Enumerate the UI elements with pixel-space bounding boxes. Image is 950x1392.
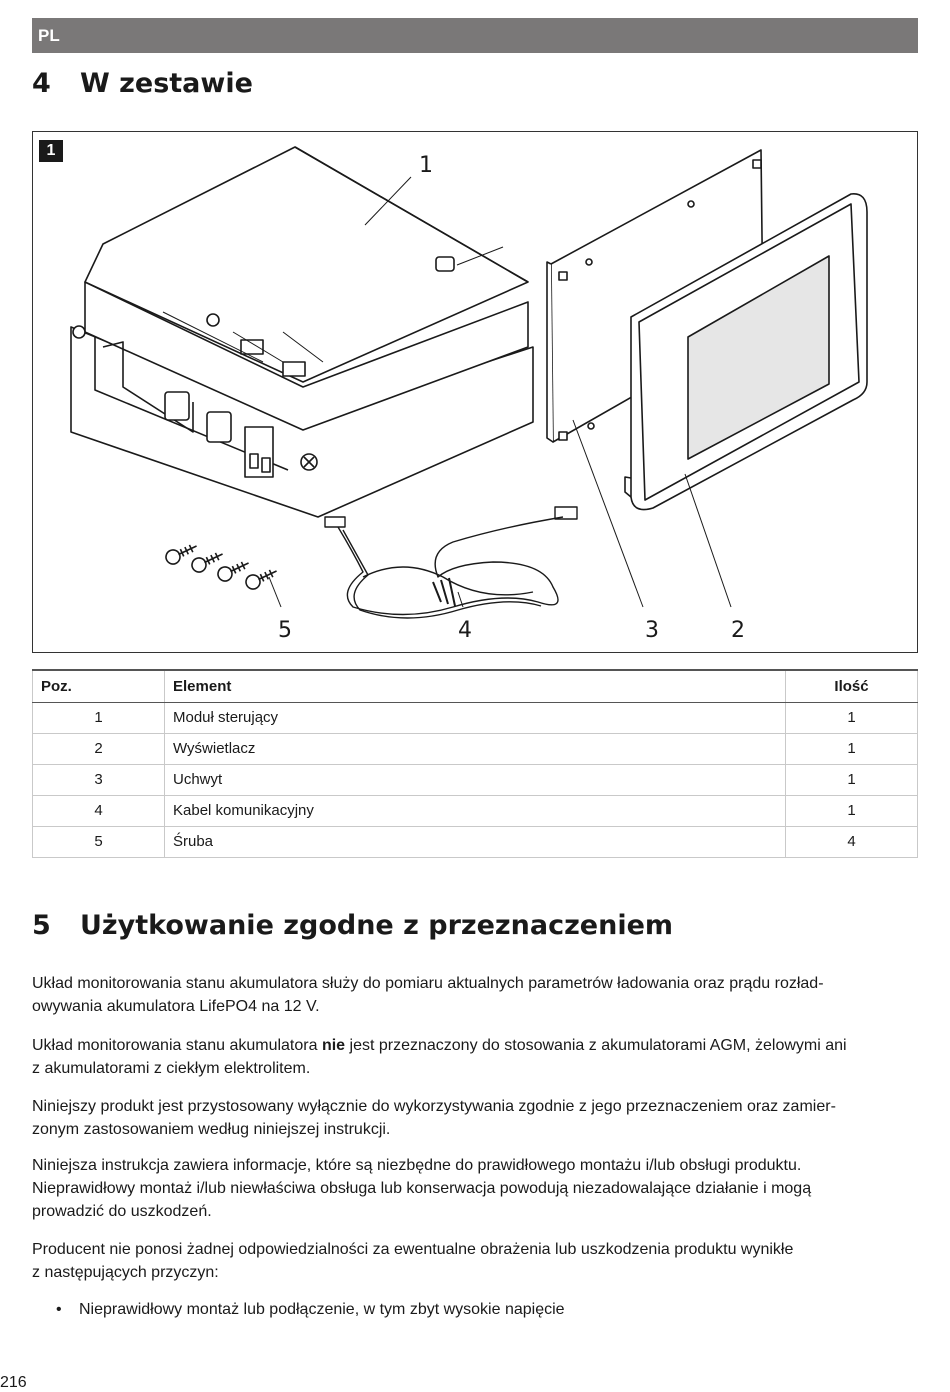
- text-line: z następujących przyczyn:: [32, 1264, 219, 1281]
- paragraph-instructions: [32, 1154, 918, 1223]
- callout-label-5: 5: [278, 618, 292, 643]
- text-line: Układ monitorowania stanu akumulatora służy do pomiaru aktualnych parametrów ładowania oraz prądu rozład-: [32, 975, 824, 992]
- figure-number-badge: 1: [39, 140, 63, 162]
- control-module-drawing: [71, 147, 533, 517]
- row-element: Uchwyt: [165, 764, 786, 795]
- row-qty: 1: [786, 795, 918, 826]
- section-number: 5: [32, 910, 51, 941]
- text-line: Nieprawidłowy montaż i/lub niewłaściwa obsługa lub konserwacja powodują niezadowalające działanie i mogą: [32, 1180, 812, 1197]
- row-pos: 3: [33, 764, 165, 795]
- row-pos: 5: [33, 826, 165, 857]
- text-line: prowadzić do uszkodzeń.: [32, 1203, 212, 1220]
- column-header-element: Element: [165, 670, 786, 702]
- row-pos: 4: [33, 795, 165, 826]
- text-line: Producent nie ponosi żadnej odpowiedzialności za ewentualne obrażenia lub uszkodzenia produktu wynikłe: [32, 1241, 794, 1258]
- bullet-icon: •: [56, 1301, 62, 1318]
- text-span: jest przeznaczony do stosowania z akumulatorami AGM, żelowymi ani: [345, 1037, 847, 1054]
- text-line: zonym zastosowaniem według niniejszej instrukcji.: [32, 1121, 391, 1138]
- paragraph-not-for: [32, 1034, 918, 1080]
- screws-drawing: [164, 540, 280, 592]
- section-4-heading: [32, 68, 253, 99]
- table-row: [33, 702, 918, 733]
- paragraph-liability: [32, 1238, 918, 1284]
- paragraph-intended-use: [32, 1095, 918, 1141]
- table-header-row: [33, 670, 918, 702]
- row-qty: 1: [786, 702, 918, 733]
- kit-contents-figure: [32, 131, 918, 653]
- text-line: Niniejsza instrukcja zawiera informacje, które są niezbędne do prawidłowego montażu i/lub obsługi produktu.: [32, 1157, 802, 1174]
- table-row: [33, 826, 918, 857]
- communication-cable-drawing: [325, 507, 577, 618]
- language-label: PL: [38, 25, 60, 45]
- callout-label-3: 3: [645, 618, 659, 643]
- section-number: 4: [32, 68, 51, 99]
- text-line: z akumulatorami z ciekłym elektrolitem.: [32, 1060, 311, 1077]
- emphasis-text: nie: [321, 1037, 346, 1054]
- text-line: Niniejszy produkt jest przystosowany wyłącznie do wykorzystywania zgodnie z jego przeznaczeniem oraz zamier-: [32, 1098, 836, 1115]
- row-qty: 1: [786, 733, 918, 764]
- callout-label-2: 2: [731, 618, 745, 643]
- page-number: 216: [0, 1374, 27, 1391]
- section-title: Użytkowanie zgodne z przeznaczeniem: [80, 910, 674, 941]
- section-5-heading: [32, 910, 673, 941]
- text-line: owywania akumulatora LifePO4 na 12 V.: [32, 998, 320, 1015]
- table-row: [33, 795, 918, 826]
- row-qty: 1: [786, 764, 918, 795]
- column-header-qty: Ilość: [786, 670, 918, 702]
- paragraph-purpose: [32, 972, 918, 1018]
- row-element: Wyświetlacz: [165, 733, 786, 764]
- kit-contents-table: [32, 669, 918, 858]
- callout-label-4: 4: [458, 618, 472, 643]
- section-title: W zestawie: [80, 68, 253, 99]
- language-header-bar: [32, 18, 918, 53]
- row-element: Kabel komunikacyjny: [165, 795, 786, 826]
- row-element: Moduł sterujący: [165, 702, 786, 733]
- row-pos: 2: [33, 733, 165, 764]
- kit-illustration: [33, 132, 917, 652]
- list-item: [56, 1298, 916, 1321]
- table-row: [33, 733, 918, 764]
- row-qty: 4: [786, 826, 918, 857]
- row-pos: 1: [33, 702, 165, 733]
- column-header-pos: Poz.: [33, 670, 165, 702]
- list-item-text: Nieprawidłowy montaż lub podłączenie, w tym zbyt wysokie napięcie: [79, 1301, 565, 1318]
- row-element: Śruba: [165, 826, 786, 857]
- text-span: Układ monitorowania stanu akumulatora: [32, 1037, 322, 1054]
- table-row: [33, 764, 918, 795]
- callout-label-1: 1: [419, 153, 433, 178]
